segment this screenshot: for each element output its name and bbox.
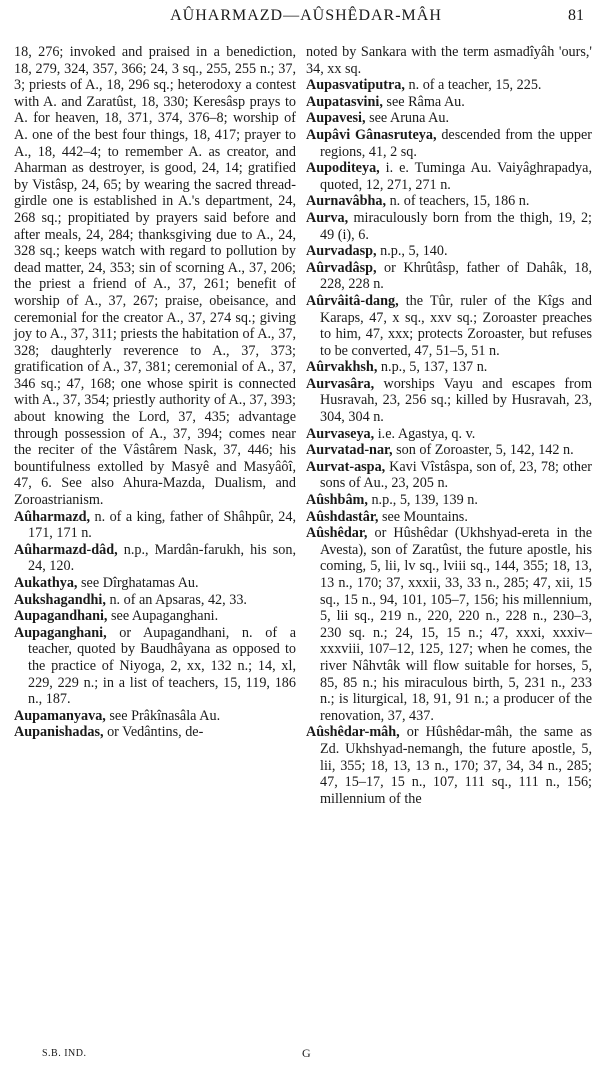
entry-text: i.e. Agastya, q. v. [374, 425, 476, 442]
right-column [306, 44, 592, 807]
index-entry [306, 44, 592, 77]
entry-headword: Aupasvatiputra, [306, 77, 405, 94]
index-entry [14, 575, 296, 592]
entry-text: descended from the upper regions, 41, 2 sq. [320, 126, 592, 160]
index-entry [306, 459, 592, 492]
entry-text: the Tûr, ruler of the Kîgs and Karaps, 47, x sq., xxv sq.; Zoroaster preaches to him, 47, xxx; protects Zoroaster, but refuses to be converted, 47, 51–5, 51 n. [320, 292, 592, 359]
entry-headword: Aûshêdar-mâh, [306, 724, 400, 741]
entry-text: 18, 276; invoked and praised in a benediction, 18, 279, 324, 357, 366; 24, 3 sq., 255, 255 n.; 37, 3; priests of A., 18, 296 sq.; heterodoxy a contest with A. and Zaratûst, 18, 330; Keresâsp prays to A. for heaven, 18, 371, 374, 376–8; worship of A. one of the best four things, 18, 417; prayer to A., 18, 442–4; to remember A. as creator, and Aharman as destroyer, is good, 24, 14; gratified by Vistâsp, 24, 65; by wearing the sacred thread-girdle one is established in A.'s department, 24, 268 sq.; propitiated by prayers said before and after meals, 24, 284; thanksgiving due to A., 24, 328 sq.; keeps watch with regard to pollution by dead matter, 24, 353; sin of scorning A., 37, 206; the priest a friend of A., 37, 261; benefit of worship of A., 37, 267; praise, obeisance, and ceremonial for the creator A., 37, 274 sq.; giving joy to A., 37, 311; priests the habitation of A., 37, 328; daughterly reverence to A., 37, 373; gratification of A., 37, 381; ceremonial of A., 37, 346 sq.; 47, 168; one whose spirit is connected with A., 37, 354; priestly authority of A., 37, 393; about knowing the Lord, 37, 435; advantage through possession of A., 37, 394; comes near the reciter of the Vâstârem Nask, 37, 446; his bountifulness extolled by Masyê and Masyâôî, 47, 6. See also Ahura-Mazda, Dualism, and Zoroastrianism. [14, 44, 296, 509]
entry-headword: Aûharmazd-dâd, [14, 541, 118, 558]
index-entry [306, 160, 592, 193]
entry-headword: Aupavesi, [306, 110, 366, 127]
entry-text: see Mountains. [378, 508, 468, 525]
entry-text: n.p., 5, 140. [376, 243, 448, 260]
index-entry [306, 724, 592, 807]
entry-headword: Aûharmazd, [14, 508, 91, 525]
entry-headword: Aûrvadâsp, [306, 259, 377, 276]
index-entry [306, 193, 592, 210]
running-title: AÛHARMAZD—AÛSHÊDAR-MÂH [170, 7, 442, 24]
entry-headword: Aurva, [306, 209, 349, 226]
index-entry [306, 376, 592, 426]
index-entry [14, 44, 296, 509]
index-entry [14, 592, 296, 609]
entry-headword: Aûrvâitâ-dang, [306, 292, 399, 309]
entry-headword: Aupanishadas, [14, 724, 104, 741]
index-entry [306, 293, 592, 359]
index-entry [306, 359, 592, 376]
entry-headword: Aûshêdar, [306, 525, 368, 542]
index-entry [14, 608, 296, 625]
entry-headword: Aupâvi Gânasruteya, [306, 126, 437, 143]
index-entry [306, 94, 592, 111]
index-entry [14, 509, 296, 542]
entry-headword: Aurvasâra, [306, 375, 375, 392]
page-number: 81 [568, 7, 584, 24]
entry-headword: Aurvatad-nar, [306, 442, 393, 459]
entry-text: or Hûshêdar-mâh, the same as Zd. Ukhshyad-nemangh, the future apostle, 5, lii, 355; 18, 13, 13 n., 170; 37, 34, 34 n., 285; 47, 15–17, 15 n., 107, 111 sq., 111 n., 156; millennium of the [320, 724, 592, 807]
entry-headword: Aurnavâbha, [306, 193, 387, 210]
signature-mark: G [302, 1046, 311, 1060]
page-footer [14, 1044, 598, 1064]
index-entry [306, 260, 592, 293]
entry-headword: Aûshbâm, [306, 492, 368, 509]
index-entry [306, 110, 592, 127]
entry-text: see Prâkînasâla Au. [105, 707, 221, 724]
index-entry [306, 525, 592, 724]
index-entry [14, 708, 296, 725]
entry-headword: Aurvaseya, [306, 425, 375, 442]
entry-headword: Aupoditeya, [306, 160, 380, 177]
footer-imprint: S.B. IND. [42, 1048, 87, 1059]
index-entry [306, 492, 592, 509]
index-entry [306, 77, 592, 94]
index-entry [14, 542, 296, 575]
entry-text: see Râma Au. [382, 93, 465, 110]
entry-text: see Aruna Au. [365, 110, 450, 127]
entry-text: or Vedântins, de- [103, 724, 204, 741]
entry-text: i. e. Tuminga Au. Vaiyâghrapadya, quoted, 12, 271, 271 n. [320, 160, 592, 193]
index-entry [306, 442, 592, 459]
entry-text: n.p., Mardân-farukh, his son, 24, 120. [28, 541, 296, 575]
entry-headword: Aukathya, [14, 575, 78, 591]
entry-text: see Dîrghatamas Au. [77, 575, 199, 591]
entry-text: son of Zoroaster, 5, 142, 142 n. [392, 442, 574, 459]
index-entry [306, 426, 592, 443]
index-entry [306, 243, 592, 260]
entry-text: see Aupaganghani. [107, 608, 219, 625]
entry-text: or Hûshêdar (Ukhshyad-ereta in the Avesta), son of Zaratûst, the future apostle, his coming, 5, lii, lv sq., lviii sq., 144, 355; 18, 13, 13 n., 170; 37, xxxii, 33, 33 n., 285; 47, xii, 15 sq., 15 n., 94, 101, 105–7, 156; his millennium, 5, lii sq., 219 n., 220, 220 n., 228 n., 230–3, 230 sq. n.; 24, 15, 15 n.; 47, xxxi, xxxiv–xxxviii, 107–12, 125, 127; when he comes, the river Nâhvtâk will flow suitable for horses, 5, 85, 85 n.; his miraculous birth, 5, 231 n., 233 n.; is liturgical, 18, 91, 91 n.; a producer of the renovation, 37, 437. [320, 525, 592, 724]
entry-headword: Aupamanyava, [14, 707, 106, 724]
entry-headword: Aûshdastâr, [306, 508, 379, 525]
index-entry [306, 509, 592, 526]
entry-headword: Aurvat-aspa, [306, 458, 386, 475]
entry-text: noted by Sankara with the term asmadîyâh 'ours,' 34, xx sq. [306, 44, 592, 77]
entry-text: or Aupagandhani, n. of a teacher, quoted by Baudhâyana as opposed to the practice of Niyoga, 2, xx, 132 n.; 14, xl, 229, 229 n.; in a list of teachers, 15, 119, 186 n., 187. [28, 624, 296, 708]
entry-headword: Aukshagandhi, [14, 591, 106, 608]
page-header [14, 6, 598, 30]
entry-text: Kavi Vîstâspa, son of, 23, 78; other sons of Au., 23, 205 n. [320, 458, 592, 492]
left-column [14, 44, 296, 741]
entry-text: n. of a teacher, 15, 225. [404, 77, 542, 94]
index-entry [14, 724, 296, 741]
entry-headword: Aupaganghani, [14, 624, 107, 641]
entry-headword: Aupatasvini, [306, 93, 383, 110]
entry-text: n. of a king, father of Shâhpûr, 24, 171, 171 n. [28, 508, 296, 542]
entry-text: or Khrûtâsp, father of Dahâk, 18, 228, 228 n. [320, 259, 592, 293]
entry-text: miraculously born from the thigh, 19, 2; 49 (i), 6. [320, 209, 592, 243]
entry-headword: Aurvadasp, [306, 243, 377, 260]
entry-headword: Aupagandhani, [14, 608, 108, 625]
entry-text: n.p., 5, 139, 139 n. [367, 492, 478, 509]
entry-text: worships Vayu and escapes from Husravah, 23, 256 sq.; killed by Husravah, 23, 304, 304 n. [320, 375, 592, 426]
entry-text: n.p., 5, 137, 137 n. [377, 359, 488, 376]
entry-text: n. of an Apsaras, 42, 33. [105, 591, 247, 608]
entry-headword: Aûrvakhsh, [306, 359, 378, 376]
index-entry [14, 625, 296, 708]
index-entry [306, 210, 592, 243]
index-entry [306, 127, 592, 160]
entry-text: n. of teachers, 15, 186 n. [386, 193, 530, 210]
